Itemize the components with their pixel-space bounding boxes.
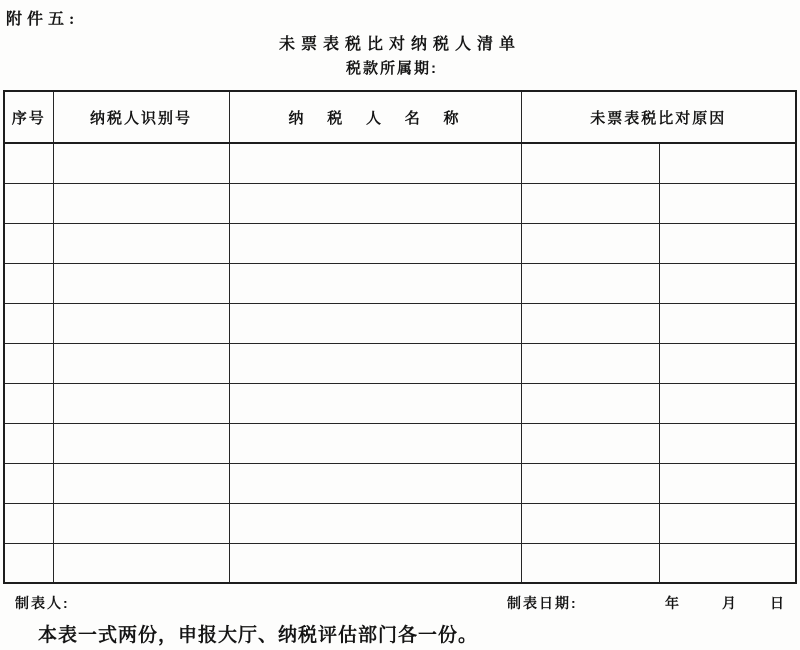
- table-cell-empty: [53, 463, 229, 503]
- date-label: 制表日期:: [507, 595, 578, 611]
- table-cell-empty: [229, 543, 521, 583]
- tax-period-label: 税款所属期:: [346, 60, 438, 77]
- day-label: 日: [770, 595, 784, 611]
- header-taxpayer-name: 纳 税 人 名 称: [229, 91, 521, 143]
- table-cell-empty: [4, 423, 53, 463]
- table-cell-empty: [229, 383, 521, 423]
- table-cell-empty: [4, 143, 53, 183]
- table-cell-empty: [229, 503, 521, 543]
- header-comparison-reason: 未票表税比对原因: [521, 91, 796, 143]
- table-cell-empty: [53, 503, 229, 543]
- table-cell-empty: [521, 543, 659, 583]
- table-cell-empty: [521, 503, 659, 543]
- table-cell-empty: [229, 183, 521, 223]
- table-cell-empty: [4, 303, 53, 343]
- table-cell-empty: [53, 183, 229, 223]
- table-cell-empty: [4, 463, 53, 503]
- table-cell-empty: [229, 143, 521, 183]
- table-row: [4, 423, 796, 463]
- table-cell-empty: [53, 383, 229, 423]
- table-cell-empty: [4, 343, 53, 383]
- table-cell-empty: [521, 463, 659, 503]
- table-row: [4, 343, 796, 383]
- table-cell-empty: [53, 303, 229, 343]
- table-cell-empty: [229, 223, 521, 263]
- table-cell-empty: [4, 223, 53, 263]
- table-cell-empty: [659, 183, 796, 223]
- table-byline: [0, 593, 800, 611]
- table-cell-empty: [4, 503, 53, 543]
- preparer-label: 制表人:: [15, 595, 70, 611]
- table-cell-empty: [521, 223, 659, 263]
- footer-note: 本表一式两份，申报大厅、纳税评估部门各一份。: [38, 625, 479, 646]
- table-cell-empty: [4, 263, 53, 303]
- table-cell-empty: [53, 343, 229, 383]
- table-row: [4, 223, 796, 263]
- table-cell-empty: [229, 303, 521, 343]
- table-cell-empty: [53, 263, 229, 303]
- table-row: [4, 463, 796, 503]
- table-row: [4, 183, 796, 223]
- table-cell-empty: [659, 383, 796, 423]
- table-cell-empty: [53, 143, 229, 183]
- table-cell-empty: [521, 303, 659, 343]
- table-cell-empty: [659, 303, 796, 343]
- table-cell-empty: [53, 543, 229, 583]
- taxpayer-list-table: [3, 90, 797, 584]
- table-cell-empty: [521, 183, 659, 223]
- table-cell-empty: [53, 423, 229, 463]
- table-cell-empty: [229, 423, 521, 463]
- table-cell-empty: [659, 263, 796, 303]
- table-cell-empty: [53, 223, 229, 263]
- table-cell-empty: [659, 463, 796, 503]
- table-row: [4, 543, 796, 583]
- table-row: [4, 303, 796, 343]
- table-cell-empty: [659, 423, 796, 463]
- table-cell-empty: [521, 263, 659, 303]
- table-body: [4, 143, 796, 583]
- table-cell-empty: [659, 503, 796, 543]
- table-cell-empty: [521, 383, 659, 423]
- table-cell-empty: [229, 343, 521, 383]
- year-label: 年: [665, 595, 679, 611]
- header-taxpayer-id: 纳税人识别号: [53, 91, 229, 143]
- table-row: [4, 383, 796, 423]
- table-cell-empty: [229, 263, 521, 303]
- month-label: 月: [722, 595, 736, 611]
- table-cell-empty: [4, 383, 53, 423]
- table-cell-empty: [521, 423, 659, 463]
- table-cell-empty: [659, 343, 796, 383]
- table-cell-empty: [521, 143, 659, 183]
- document-title: 未票表税比对纳税人清单: [278, 36, 521, 53]
- table-cell-empty: [4, 543, 53, 583]
- table-row: [4, 503, 796, 543]
- table-cell-empty: [659, 143, 796, 183]
- table-row: [4, 143, 796, 183]
- attachment-label: 附件五:: [6, 11, 80, 28]
- table-cell-empty: [4, 183, 53, 223]
- table-row: [4, 263, 796, 303]
- table-cell-empty: [229, 463, 521, 503]
- table-header-row: [4, 91, 796, 143]
- table-cell-empty: [659, 223, 796, 263]
- header-serial-number: 序号: [4, 91, 53, 143]
- table-cell-empty: [521, 343, 659, 383]
- table-cell-empty: [659, 543, 796, 583]
